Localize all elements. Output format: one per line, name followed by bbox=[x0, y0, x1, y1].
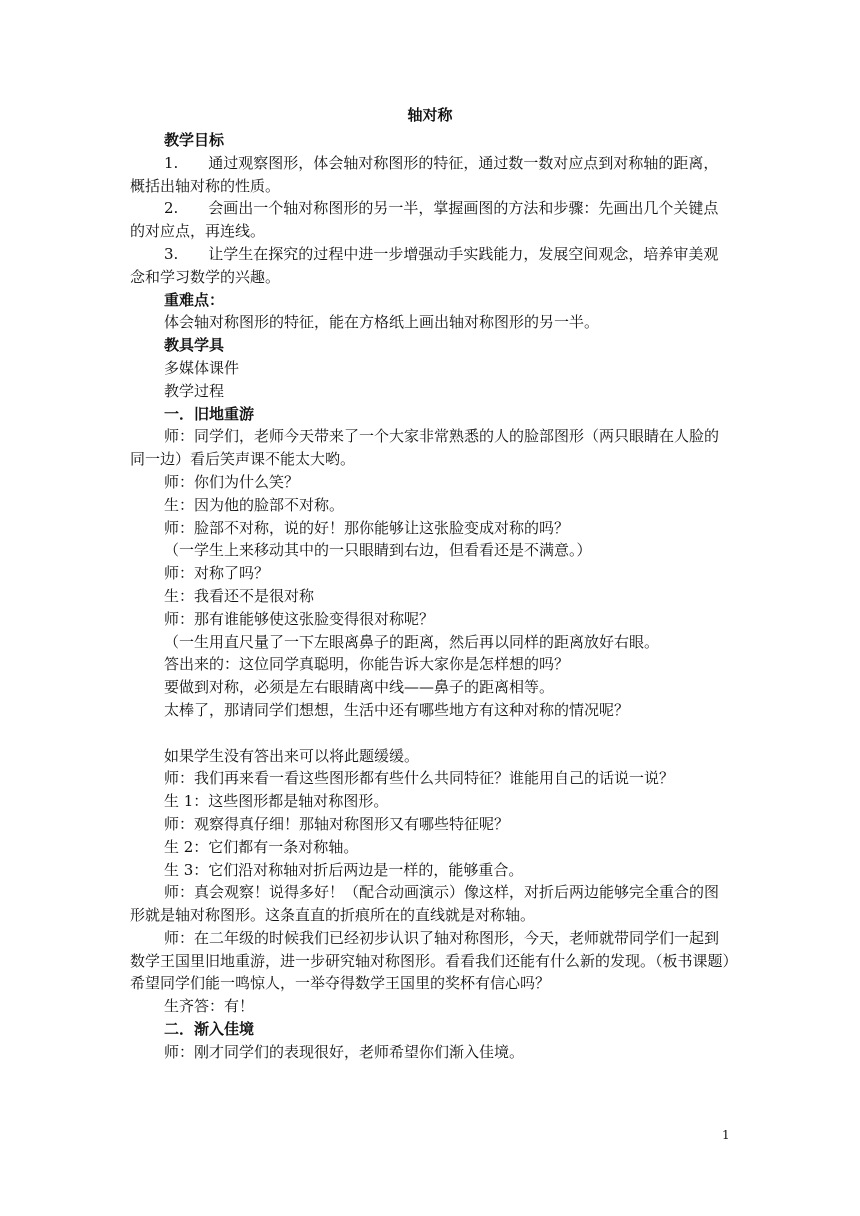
paragraph: 师：那有谁能够使这张脸变得很对称呢？ bbox=[164, 609, 435, 628]
paragraph: 教学过程 bbox=[164, 381, 225, 400]
paragraph: 生：我看还不是很对称 bbox=[164, 586, 315, 605]
paragraph: 师：脸部不对称，说的好！那你能够让这张脸变成对称的吗？ bbox=[164, 518, 570, 537]
paragraph: 如果学生没有答出来可以将此题缓缓。 bbox=[164, 746, 420, 765]
paragraph: 3. 让学生在探究的过程中进一步增强动手实践能力，发展空间观念，培养审美观念和学习数学的兴趣。 bbox=[130, 244, 719, 286]
paragraph: 要做到对称，必须是左右眼睛离中线——鼻子的距离相等。 bbox=[164, 678, 555, 697]
paragraph: 生 2：它们都有一条对称轴。 bbox=[164, 837, 359, 856]
section-heading: 教具学具 bbox=[164, 336, 225, 355]
paragraph: 答出来的：这位同学真聪明，你能告诉大家你是怎样想的吗？ bbox=[164, 655, 570, 674]
document-title: 轴对称 bbox=[407, 106, 453, 124]
section-heading: 二．渐入佳境 bbox=[164, 1020, 255, 1039]
page-number: 1 bbox=[722, 1128, 730, 1142]
paragraph: 师：真会观察！说得多好！（配合动画演示）像这样，对折后两边能够完全重合的图形就是轴对称图形。这条直直的折痕所在的直线就是对称轴。 bbox=[130, 883, 720, 925]
paragraph: 师：在二年级的时候我们已经初步认识了轴对称图形，今天，老师就带同学们一起到数学王国里旧地重游，进一步研究轴对称图形。看看我们还能有什么新的发现。（板书课题）希望同学们能一鸣惊人，一举夺得数学王国里的奖杯有信心吗？ bbox=[130, 928, 731, 993]
section-heading: 一．旧地重游 bbox=[164, 404, 255, 423]
paragraph: 生 3：它们沿对称轴对折后两边是一样的，能够重合。 bbox=[164, 860, 524, 879]
section-heading: 重难点： bbox=[164, 290, 225, 309]
paragraph: 师：刚才同学们的表现很好，老师希望你们渐入佳境。 bbox=[164, 1042, 525, 1061]
paragraph: 师：同学们，老师今天带来了一个大家非常熟悉的人的脸部图形（两只眼睛在人脸的同一边）看后笑声课不能太大哟。 bbox=[130, 427, 720, 469]
paragraph: 师：对称了吗？ bbox=[164, 564, 270, 583]
paragraph: 2. 会画出一个轴对称图形的另一半，掌握画图的方法和步骤：先画出几个关键点的对应点，再连线。 bbox=[130, 199, 719, 241]
paragraph: 多媒体课件 bbox=[164, 358, 240, 377]
paragraph: 生：因为他的脸部不对称。 bbox=[164, 495, 345, 514]
document-body bbox=[130, 129, 730, 1064]
paragraph: 师：观察得真仔细！那轴对称图形又有哪些特征呢？ bbox=[164, 814, 510, 833]
paragraph: （一生用直尺量了一下左眼离鼻子的距离，然后再以同样的距离放好右眼。 bbox=[164, 632, 660, 651]
paragraph: 1. 通过观察图形，体会轴对称图形的特征，通过数一数对应点到对称轴的距离，概括出轴对称的性质。 bbox=[130, 153, 719, 195]
paragraph bbox=[130, 722, 730, 745]
paragraph: 太棒了，那请同学们想想，生活中还有哪些地方有这种对称的情况呢？ bbox=[164, 700, 630, 719]
section-heading: 教学目标 bbox=[164, 131, 225, 149]
paragraph: 体会轴对称图形的特征，能在方格纸上画出轴对称图形的另一半。 bbox=[164, 313, 600, 332]
paragraph: （一学生上来移动其中的一只眼睛到右边，但看看还是不满意。） bbox=[164, 541, 592, 560]
paragraph: 师：你们为什么笑？ bbox=[164, 472, 300, 491]
paragraph: 师：我们再来看一看这些图形都有些什么共同特征？谁能用自己的话说一说？ bbox=[164, 769, 675, 788]
paragraph: 生齐答：有！ bbox=[164, 997, 255, 1016]
paragraph: 生 1：这些图形都是轴对称图形。 bbox=[164, 792, 389, 811]
